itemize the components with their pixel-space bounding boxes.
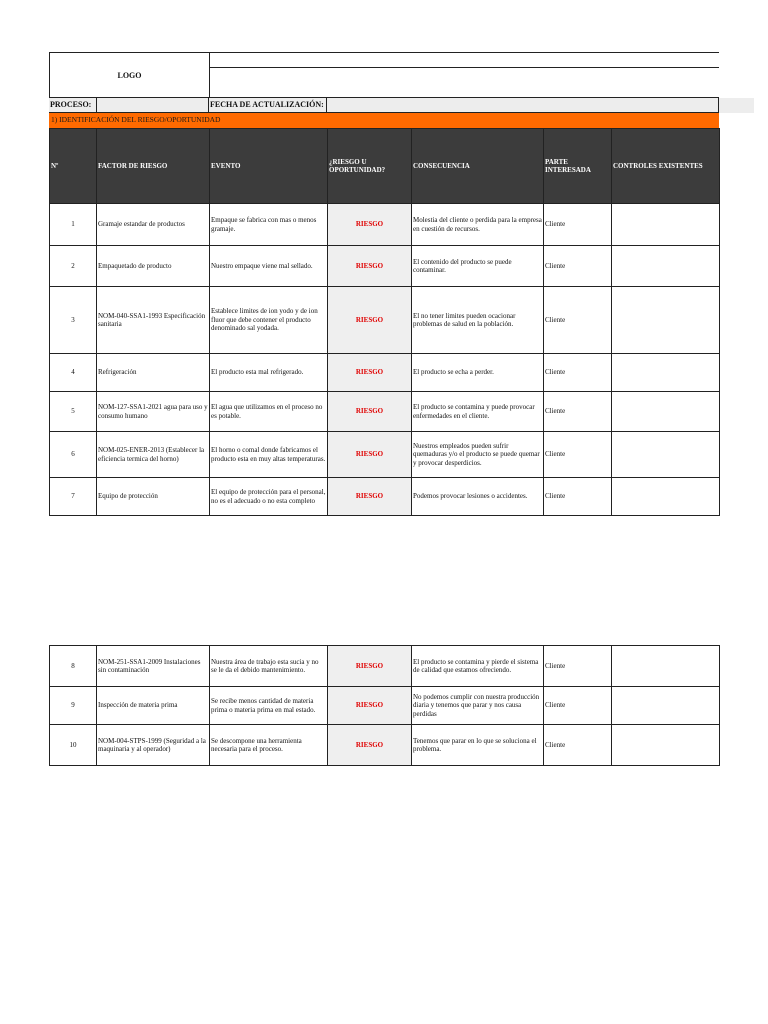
table-row [50, 432, 720, 478]
cell-evento[interactable]: Empaque se fabrica con mas o menos gramaje. [210, 204, 328, 246]
cell-tipo[interactable]: RIESGO [328, 687, 412, 725]
cell-controles[interactable] [612, 432, 720, 478]
cell-controles[interactable] [612, 478, 720, 516]
cell-evento[interactable]: Se recibe menos cantidad de materia prima o materia prima en mal estado. [210, 687, 328, 725]
cell-consecuencia[interactable]: El contenido del producto se puede contaminar. [412, 246, 544, 287]
meta-row [49, 98, 754, 113]
cell-consecuencia[interactable]: El no tener limites pueden ocacionar problemas de salud en la población. [412, 287, 544, 354]
table-row [50, 646, 720, 687]
cell-consecuencia[interactable]: Tenemos que parar en lo que se soluciona el problema. [412, 725, 544, 766]
cell-parte[interactable]: Cliente [544, 392, 612, 432]
cell-tipo[interactable]: RIESGO [328, 432, 412, 478]
cell-num[interactable]: 4 [50, 354, 97, 392]
cell-factor[interactable]: NOM-004-STPS-1999 (Seguridad a la maquinaria y al operador) [97, 725, 210, 766]
cell-num[interactable]: 6 [50, 432, 97, 478]
cell-evento[interactable]: El equipo de protección para el personal, no es el adecuado o no esta completo [210, 478, 328, 516]
cell-consecuencia[interactable]: El producto se contamina y pierde el sistema de calidad que estamos ofreciendo. [412, 646, 544, 687]
cell-tipo[interactable]: RIESGO [328, 204, 412, 246]
table-header-row [50, 129, 720, 204]
cell-parte[interactable]: Cliente [544, 354, 612, 392]
proceso-value[interactable] [97, 98, 209, 113]
cell-factor[interactable]: Gramaje estandar de productos [97, 204, 210, 246]
cell-evento[interactable]: Nuestro empaque viene mal sellado. [210, 246, 328, 287]
cell-controles[interactable] [612, 392, 720, 432]
cell-controles[interactable] [612, 287, 720, 354]
col-controles: CONTROLES EXISTENTES [612, 129, 720, 204]
cell-parte[interactable]: Cliente [544, 246, 612, 287]
cell-controles[interactable] [612, 687, 720, 725]
risk-table [49, 128, 720, 516]
cell-tipo[interactable]: RIESGO [328, 478, 412, 516]
cell-tipo[interactable]: RIESGO [328, 287, 412, 354]
cell-num[interactable]: 1 [50, 204, 97, 246]
risk-table-continued [49, 645, 720, 766]
cell-factor[interactable]: Inspección de materia prima [97, 687, 210, 725]
cell-evento[interactable]: Establece limites de ion yodo y de ion fluor que debe contener el producto denominado sal yodada. [210, 287, 328, 354]
table-row [50, 478, 720, 516]
cell-tipo[interactable]: RIESGO [328, 725, 412, 766]
cell-num[interactable]: 5 [50, 392, 97, 432]
logo-label: LOGO [117, 70, 142, 80]
col-tipo: ¿RIESGO U OPORTUNIDAD? [328, 129, 412, 204]
cell-num[interactable]: 7 [50, 478, 97, 516]
cell-num[interactable]: 3 [50, 287, 97, 354]
cell-controles[interactable] [612, 646, 720, 687]
cell-num[interactable]: 2 [50, 246, 97, 287]
col-num: Nº [50, 129, 97, 204]
header-divider [209, 67, 719, 68]
cell-parte[interactable]: Cliente [544, 432, 612, 478]
cell-tipo[interactable]: RIESGO [328, 392, 412, 432]
cell-evento[interactable]: El agua que utilizamos en el proceso no es potable. [210, 392, 328, 432]
section-title: 1) IDENTIFICACIÓN DEL RIESGO/OPORTUNIDAD [49, 113, 719, 128]
table-row [50, 392, 720, 432]
cell-num[interactable]: 8 [50, 646, 97, 687]
cell-controles[interactable] [612, 725, 720, 766]
cell-parte[interactable]: Cliente [544, 687, 612, 725]
cell-factor[interactable]: Empaquetado de producto [97, 246, 210, 287]
cell-evento[interactable]: El horno o comal donde fabricamos el producto esta en muy altas temperaturas. [210, 432, 328, 478]
table-row [50, 287, 720, 354]
cell-consecuencia[interactable]: Molestia del cliente o perdida para la empresa en cuestión de recursos. [412, 204, 544, 246]
cell-controles[interactable] [612, 354, 720, 392]
fecha-value[interactable] [327, 98, 719, 113]
cell-evento[interactable]: Nuestra área de trabajo esta sucia y no se le da el debido mantenimiento. [210, 646, 328, 687]
cell-parte[interactable]: Cliente [544, 287, 612, 354]
cell-evento[interactable]: Se descompone una herramienta necesaria para el proceso. [210, 725, 328, 766]
cell-parte[interactable]: Cliente [544, 478, 612, 516]
cell-tipo[interactable]: RIESGO [328, 246, 412, 287]
col-parte: PARTE INTERESADA [544, 129, 612, 204]
table-row [50, 246, 720, 287]
fecha-label: FECHA DE ACTUALIZACIÓN: [209, 98, 327, 113]
cell-consecuencia[interactable]: Podemos provocar lesiones o accidentes. [412, 478, 544, 516]
cell-factor[interactable]: NOM-025-ENER-2013 (Establecer la eficiencia termica del horno) [97, 432, 210, 478]
cell-factor[interactable]: Equipo de protección [97, 478, 210, 516]
cell-tipo[interactable]: RIESGO [328, 354, 412, 392]
cell-controles[interactable] [612, 246, 720, 287]
cell-parte[interactable]: Cliente [544, 646, 612, 687]
cell-factor[interactable]: NOM-040-SSA1-1993 Especificación sanitaria [97, 287, 210, 354]
cell-factor[interactable]: NOM-251-SSA1-2009 Instalaciones sin contaminación [97, 646, 210, 687]
cell-num[interactable]: 9 [50, 687, 97, 725]
cell-controles[interactable] [612, 204, 720, 246]
col-factor: FACTOR DE RIESGO [97, 129, 210, 204]
cell-num[interactable]: 10 [50, 725, 97, 766]
cell-consecuencia[interactable]: El producto se contamina y puede provocar enfermedades en el cliente. [412, 392, 544, 432]
col-evento: EVENTO [210, 129, 328, 204]
cell-factor[interactable]: NOM-127-SSA1-2021 agua para uso y consumo humano [97, 392, 210, 432]
cell-consecuencia[interactable]: El producto se echa a perder. [412, 354, 544, 392]
proceso-label: PROCESO: [49, 98, 97, 113]
cell-consecuencia[interactable]: No podemos cumplir con nuestra producción diaria y tenemos que parar y nos causa perdidas [412, 687, 544, 725]
table-row [50, 204, 720, 246]
cell-consecuencia[interactable]: Nuestros empleados pueden sufrir quemaduras y/o el producto se puede quemar y provocar desperdicios. [412, 432, 544, 478]
table-row [50, 687, 720, 725]
cell-tipo[interactable]: RIESGO [328, 646, 412, 687]
header-title-area [209, 52, 719, 98]
cell-parte[interactable]: Cliente [544, 204, 612, 246]
table-row [50, 725, 720, 766]
col-consecuencia: CONSECUENCIA [412, 129, 544, 204]
table-row [50, 354, 720, 392]
cell-parte[interactable]: Cliente [544, 725, 612, 766]
cell-evento[interactable]: El producto esta mal refrigerado. [210, 354, 328, 392]
cell-factor[interactable]: Refrigeración [97, 354, 210, 392]
logo-placeholder [49, 52, 210, 98]
